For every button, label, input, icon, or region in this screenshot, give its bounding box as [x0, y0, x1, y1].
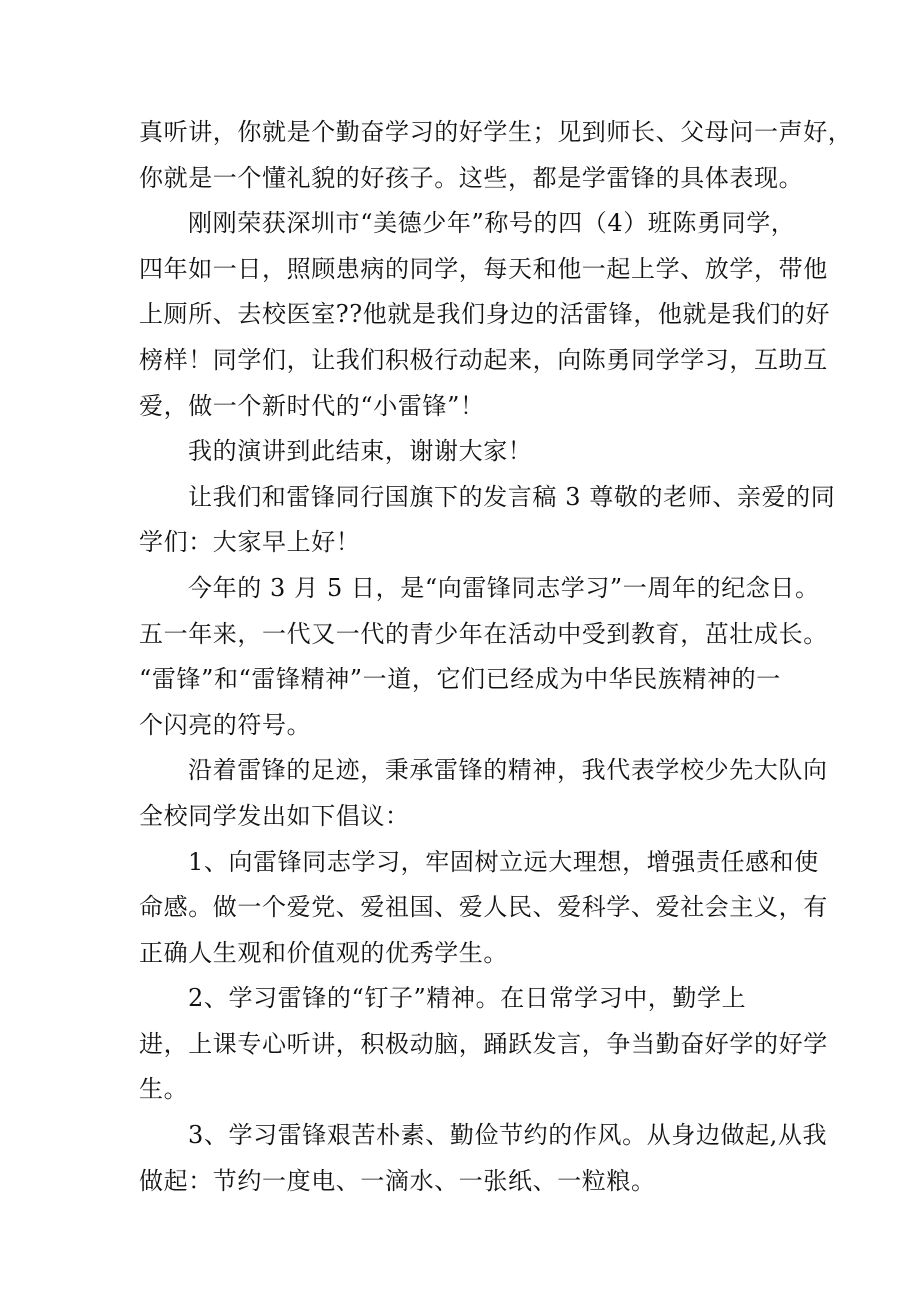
text-line: 正确人生观和价值观的优秀学生。: [139, 938, 508, 967]
text-line: 刚刚荣获深圳市“美德少年”称号的四（4）班陈勇同学，: [188, 209, 796, 238]
text-line: 爱，做一个新时代的“小雷锋”！: [139, 391, 485, 420]
text-line: 进，上课专心听讲，积极动脑，踊跃发言，争当勤奋好学的好学: [139, 1029, 828, 1058]
text-line: 四年如一日，照顾患病的同学，每天和他一起上学、放学，带他: [139, 254, 828, 283]
text-line: 今年的 3 月 5 日，是“向雷锋同志学习”一周年的纪念日。: [188, 573, 820, 602]
text-line: 命感。做一个爱党、爱祖国、爱人民、爱科学、爱社会主义，有: [139, 893, 828, 922]
text-line: 3、学习雷锋艰苦朴素、勤俭节约的作风。从身边做起,从我: [188, 1121, 828, 1150]
text-line: 全校同学发出如下倡议：: [139, 801, 410, 830]
text-line: 真听讲，你就是个勤奋学习的好学生；见到师长、父母问一声好，: [139, 118, 853, 146]
text-line: 上厕所、去校医室??他就是我们身边的活雷锋，他就是我们的好: [139, 300, 831, 329]
text-line: 沿着雷锋的足迹，秉承雷锋的精神，我代表学校少先大队向: [188, 756, 828, 785]
text-line: 个闪亮的符号。: [139, 710, 312, 739]
text-line: “雷锋”和“雷锋精神”一道，它们已经成为中华民族精神的一: [139, 665, 781, 694]
document-body: [139, 110, 853, 1204]
text-line: 学们：大家早上好！: [139, 528, 361, 557]
text-line: 生。: [139, 1075, 189, 1104]
text-line: 让我们和雷锋同行国旗下的发言稿 3 尊敬的老师、亲爱的同: [188, 482, 836, 511]
text-line: 你就是一个懂礼貌的好孩子。这些，都是学雷锋的具体表现。: [139, 163, 804, 192]
text-line: 2、学习雷锋的“钉子”精神。在日常学习中，勤学上: [188, 984, 747, 1013]
text-line: 五一年来，一代又一代的青少年在活动中受到教育，茁壮成长。: [139, 619, 828, 648]
text-line: 1、向雷锋同志学习，牢固树立远大理想，增强责任感和使: [188, 847, 819, 876]
text-line: 我的演讲到此结束，谢谢大家！: [188, 437, 533, 466]
text-line: 做起：节约一度电、一滴水、一张纸、一粒粮。: [139, 1166, 656, 1195]
text-line: 榜样！同学们，让我们积极行动起来，向陈勇同学学习，互助互: [139, 345, 828, 374]
